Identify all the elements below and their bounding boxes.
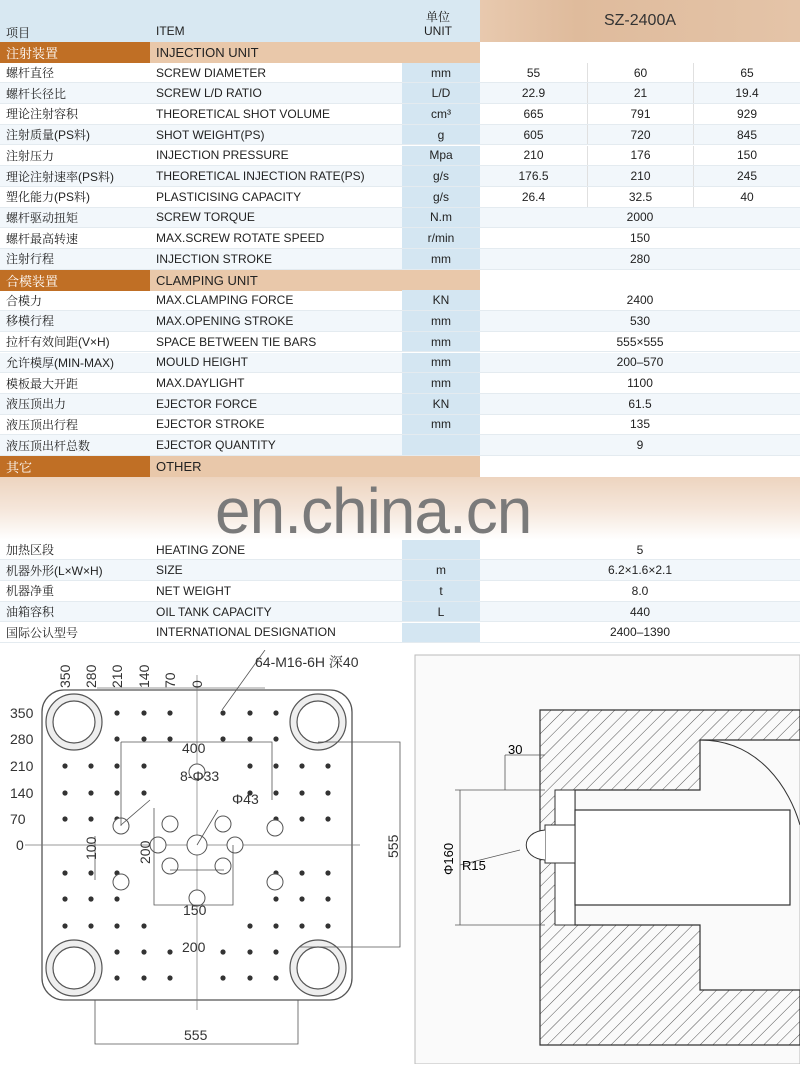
row-value: 135 <box>629 417 651 432</box>
row-label-en: INJECTION STROKE <box>156 251 273 266</box>
model-name: SZ-2400A <box>480 0 800 42</box>
ejector-hole <box>267 820 283 836</box>
row-value: 929 <box>693 104 800 124</box>
section-en: CLAMPING UNIT <box>150 270 480 291</box>
row-label-cn: 注射质量(PS料) <box>6 128 91 143</box>
left-tick-label: 70 <box>10 811 26 827</box>
row-unit: mm <box>402 332 480 352</box>
tie-bar-bore <box>53 947 95 989</box>
row-unit: L <box>402 602 480 622</box>
row-value: 150 <box>629 231 651 246</box>
table-row <box>0 602 800 623</box>
bolt-hole <box>114 790 119 795</box>
row-label-cn: 国际公认型号 <box>6 625 79 640</box>
section-en: INJECTION UNIT <box>150 42 480 63</box>
ejector-hole <box>162 858 178 874</box>
dim-radius-15: R15 <box>462 858 486 873</box>
row-value: 8.0 <box>631 583 649 598</box>
table-row <box>0 249 800 270</box>
row-value: 5 <box>636 542 644 557</box>
top-tick-label: 140 <box>136 664 152 688</box>
row-value: 26.4 <box>521 189 546 204</box>
bolt-hole <box>88 763 93 768</box>
dim-200-vertical: 200 <box>137 840 153 864</box>
table-row <box>0 581 800 602</box>
row-unit: KN <box>402 290 480 310</box>
bolt-hole <box>325 923 330 928</box>
bolt-hole <box>114 710 119 715</box>
tie-bar-bore <box>297 947 339 989</box>
bolt-hole <box>114 923 119 928</box>
bolt-hole <box>273 790 278 795</box>
row-label-en: PLASTICISING CAPACITY <box>156 189 302 204</box>
bolt-hole <box>247 975 252 980</box>
row-label-cn: 理论注射容积 <box>6 107 79 122</box>
row-value: 60 <box>587 63 693 83</box>
row-label-cn: 拉杆有效间距(V×H) <box>6 335 110 350</box>
bolt-hole <box>62 816 67 821</box>
row-unit: m <box>402 560 480 580</box>
row-label-en: NET WEIGHT <box>156 583 232 598</box>
header-unit-cn: 单位 <box>426 10 451 24</box>
row-value: 720 <box>587 125 693 145</box>
row-unit: r/min <box>402 228 480 248</box>
row-value: 176 <box>587 146 693 166</box>
row-value: 1100 <box>627 376 653 391</box>
row-label-en: MOULD HEIGHT <box>156 355 249 370</box>
row-value: 530 <box>629 313 651 328</box>
row-label-en: EJECTOR STROKE <box>156 417 265 432</box>
row-label-cn: 塑化能力(PS料) <box>6 190 91 205</box>
bolt-hole <box>167 975 172 980</box>
row-unit: t <box>402 581 480 601</box>
table-header <box>0 0 800 42</box>
bolt-hole <box>114 736 119 741</box>
bolt-hole <box>141 975 146 980</box>
row-label-cn: 加热区段 <box>6 543 55 558</box>
bolt-hole <box>88 816 93 821</box>
row-label-cn: 螺杆最高转速 <box>6 231 79 246</box>
row-value: 210 <box>523 148 544 163</box>
row-label-en: INTERNATIONAL DESIGNATION <box>156 625 336 640</box>
table-row <box>0 228 800 249</box>
row-label-en: SPACE BETWEEN TIE BARS <box>156 334 317 349</box>
dim-555-horizontal: 555 <box>184 1027 208 1043</box>
row-label-cn: 液压顶出力 <box>6 397 67 412</box>
row-value: 605 <box>523 127 544 142</box>
table-row <box>0 353 800 374</box>
row-value: 61.5 <box>628 396 652 411</box>
section-header <box>0 42 800 63</box>
bolt-hole <box>247 923 252 928</box>
bolt-hole <box>325 816 330 821</box>
header-item: ITEM <box>156 24 185 38</box>
row-unit: mm <box>402 415 480 435</box>
bolt-hole <box>273 896 278 901</box>
row-value: 210 <box>587 166 693 186</box>
bolt-hole <box>167 710 172 715</box>
bolt-hole <box>141 736 146 741</box>
bolt-hole <box>62 923 67 928</box>
row-unit: cm³ <box>402 104 480 124</box>
dim-555-vertical: 555 <box>385 834 401 858</box>
table-row <box>0 125 800 146</box>
dim-diameter-160: Φ160 <box>441 842 456 875</box>
left-tick-label: 280 <box>10 731 34 747</box>
table-row <box>0 290 800 311</box>
row-label-cn: 允许模厚(MIN-MAX) <box>6 355 114 370</box>
bolt-hole <box>167 949 172 954</box>
row-label-en: MAX.OPENING STROKE <box>156 313 294 328</box>
bolt-hole <box>247 736 252 741</box>
row-value: 22.9 <box>521 86 546 101</box>
row-label-cn: 机器净重 <box>6 584 55 599</box>
bolt-hole <box>299 763 304 768</box>
platen-drawing <box>10 650 401 1044</box>
ejector-hole <box>113 874 129 890</box>
bolt-hole <box>141 923 146 928</box>
row-value: 440 <box>629 604 651 619</box>
table-row <box>0 104 800 125</box>
bolt-hole <box>141 763 146 768</box>
row-unit <box>402 435 480 455</box>
bolt-hole <box>62 870 67 875</box>
dim-30: 30 <box>508 742 523 757</box>
table-row <box>0 187 800 208</box>
top-tick-label: 350 <box>57 664 73 688</box>
row-label-en: THEORETICAL SHOT VOLUME <box>156 106 331 121</box>
bolt-hole <box>62 896 67 901</box>
row-unit: mm <box>402 63 480 83</box>
row-unit: L/D <box>402 83 480 103</box>
row-label-en: SCREW DIAMETER <box>156 65 267 80</box>
row-label-cn: 液压顶出行程 <box>6 417 79 432</box>
row-value: 21 <box>587 83 693 103</box>
table-row <box>0 435 800 456</box>
table-row <box>0 208 800 229</box>
row-value: 65 <box>693 63 800 83</box>
row-label-en: SHOT WEIGHT(PS) <box>156 127 265 142</box>
bolt-hole <box>299 896 304 901</box>
bolt-note: 64-M16-6H 深40 <box>255 654 359 670</box>
table-row <box>0 311 800 332</box>
dim-400: 400 <box>182 740 206 756</box>
bolt-hole <box>325 896 330 901</box>
row-label-en: SCREW TORQUE <box>156 210 255 225</box>
bolt-hole <box>114 949 119 954</box>
dim-200: 200 <box>182 939 206 955</box>
bolt-hole <box>220 736 225 741</box>
dim-100: 100 <box>83 836 99 860</box>
row-label-cn: 油箱容积 <box>6 605 55 620</box>
row-unit: mm <box>402 311 480 331</box>
bolt-hole <box>220 949 225 954</box>
row-value: 9 <box>636 438 644 453</box>
bolt-hole <box>62 763 67 768</box>
section-cn: 合模装置 <box>0 270 150 291</box>
row-label-en: MAX.SCREW ROTATE SPEED <box>156 231 325 246</box>
header-unit: UNIT <box>424 24 452 38</box>
row-value: 150 <box>693 146 800 166</box>
row-unit: N.m <box>402 208 480 228</box>
drawings-svg <box>0 650 800 1064</box>
top-tick-label: 0 <box>189 680 205 688</box>
row-value: 6.2×1.6×2.1 <box>607 563 673 578</box>
bolt-hole <box>273 949 278 954</box>
table-row <box>0 394 800 415</box>
tie-bar-bore <box>297 701 339 743</box>
bolt-hole <box>220 710 225 715</box>
ejector-hole <box>267 874 283 890</box>
nozzle-drawing <box>415 655 800 1064</box>
row-unit: Mpa <box>402 146 480 166</box>
row-value: 2400–1390 <box>609 625 671 640</box>
dim-150: 150 <box>183 902 207 918</box>
bolt-hole <box>141 790 146 795</box>
row-value: 665 <box>523 106 544 121</box>
row-value: 2000 <box>626 210 654 225</box>
bolt-hole <box>62 790 67 795</box>
section-cn: 注射装置 <box>0 42 150 63</box>
table-row <box>0 146 800 167</box>
ejector-hole <box>162 816 178 832</box>
bolt-hole <box>114 896 119 901</box>
bolt-hole <box>299 816 304 821</box>
table-row <box>0 415 800 436</box>
watermark: en.china.cn <box>215 475 532 547</box>
bolt-hole <box>273 923 278 928</box>
row-label-en: SCREW L/D RATIO <box>156 86 262 101</box>
table-row <box>0 373 800 394</box>
center-hole-label: Φ43 <box>232 791 259 807</box>
bolt-hole <box>88 790 93 795</box>
row-unit <box>402 623 480 643</box>
row-label-cn: 机器外形(L×W×H) <box>6 563 103 578</box>
bolt-hole <box>141 710 146 715</box>
ejector-hole <box>227 837 243 853</box>
ejector-hole <box>215 858 231 874</box>
row-label-en: INJECTION PRESSURE <box>156 148 289 163</box>
bolt-hole <box>247 763 252 768</box>
bolt-hole <box>299 870 304 875</box>
top-tick-label: 70 <box>162 672 178 688</box>
row-value: 845 <box>693 125 800 145</box>
row-label-cn: 螺杆驱动扭矩 <box>6 210 79 225</box>
bolt-hole <box>273 736 278 741</box>
row-value: 19.4 <box>693 83 800 103</box>
bolt-hole <box>114 763 119 768</box>
row-label-en: THEORETICAL INJECTION RATE(PS) <box>156 169 365 184</box>
row-label-cn: 螺杆直径 <box>6 66 55 81</box>
bolt-hole <box>299 923 304 928</box>
bolt-hole <box>88 923 93 928</box>
left-tick-label: 350 <box>10 705 34 721</box>
bolt-hole <box>325 870 330 875</box>
bolt-hole <box>247 949 252 954</box>
row-label-cn: 合模力 <box>6 293 43 308</box>
row-unit: mm <box>402 373 480 393</box>
row-value: 555×555 <box>616 334 664 349</box>
drawings <box>0 650 800 1064</box>
table-row <box>0 83 800 104</box>
table-row <box>0 63 800 84</box>
table-row <box>0 166 800 187</box>
row-label-en: MAX.DAYLIGHT <box>156 376 245 391</box>
row-unit: g/s <box>402 187 480 207</box>
row-value: 200–570 <box>616 355 664 370</box>
table-row <box>0 623 800 644</box>
bolt-hole <box>325 763 330 768</box>
top-tick-label: 280 <box>83 664 99 688</box>
row-label-cn: 理论注射速率(PS料) <box>6 169 115 184</box>
row-value: 2400 <box>626 293 654 308</box>
row-unit: g <box>402 125 480 145</box>
bolt-hole <box>247 710 252 715</box>
row-unit: KN <box>402 394 480 414</box>
row-unit: g/s <box>402 166 480 186</box>
row-label-en: OIL TANK CAPACITY <box>156 604 272 619</box>
row-value: 280 <box>629 251 651 266</box>
row-label-cn: 液压顶出杆总数 <box>6 438 91 453</box>
section-en: OTHER <box>150 456 480 477</box>
row-label-en: EJECTOR FORCE <box>156 396 258 411</box>
row-label-en: SIZE <box>156 563 183 578</box>
bolt-hole <box>325 790 330 795</box>
row-value: 791 <box>587 104 693 124</box>
row-label-en: EJECTOR QUANTITY <box>156 438 276 453</box>
bolt-hole <box>273 710 278 715</box>
table-row <box>0 332 800 353</box>
row-value: 176.5 <box>518 169 549 184</box>
row-label-cn: 移模行程 <box>6 314 55 329</box>
bolt-hole <box>273 975 278 980</box>
section-cn: 其它 <box>0 456 150 477</box>
bolt-hole <box>88 870 93 875</box>
row-label-cn: 注射行程 <box>6 252 55 267</box>
tie-bar-bore <box>53 701 95 743</box>
header-cn: 项目 <box>6 26 31 40</box>
row-value: 32.5 <box>587 187 693 207</box>
row-label-en: MAX.CLAMPING FORCE <box>156 293 294 308</box>
left-tick-label: 0 <box>16 837 24 853</box>
bolt-hole <box>88 896 93 901</box>
bolt-hole <box>299 790 304 795</box>
bolt-hole <box>114 975 119 980</box>
holes-label: 8-Φ33 <box>180 768 220 784</box>
table-row <box>0 560 800 581</box>
section-header <box>0 270 800 291</box>
row-value: 55 <box>526 65 541 80</box>
row-unit: mm <box>402 353 480 373</box>
bolt-hole <box>167 736 172 741</box>
left-tick-label: 140 <box>10 785 34 801</box>
row-unit: mm <box>402 249 480 269</box>
left-tick-label: 210 <box>10 758 34 774</box>
bolt-hole <box>220 975 225 980</box>
row-label-cn: 模板最大开距 <box>6 376 79 391</box>
row-label-cn: 注射压力 <box>6 148 55 163</box>
bolt-hole <box>273 763 278 768</box>
row-label-cn: 螺杆长径比 <box>6 86 67 101</box>
row-value: 40 <box>693 187 800 207</box>
row-value: 245 <box>693 166 800 186</box>
bolt-hole <box>141 949 146 954</box>
top-tick-label: 210 <box>109 664 125 688</box>
row-label-en: HEATING ZONE <box>156 542 246 557</box>
ejector-hole <box>215 816 231 832</box>
